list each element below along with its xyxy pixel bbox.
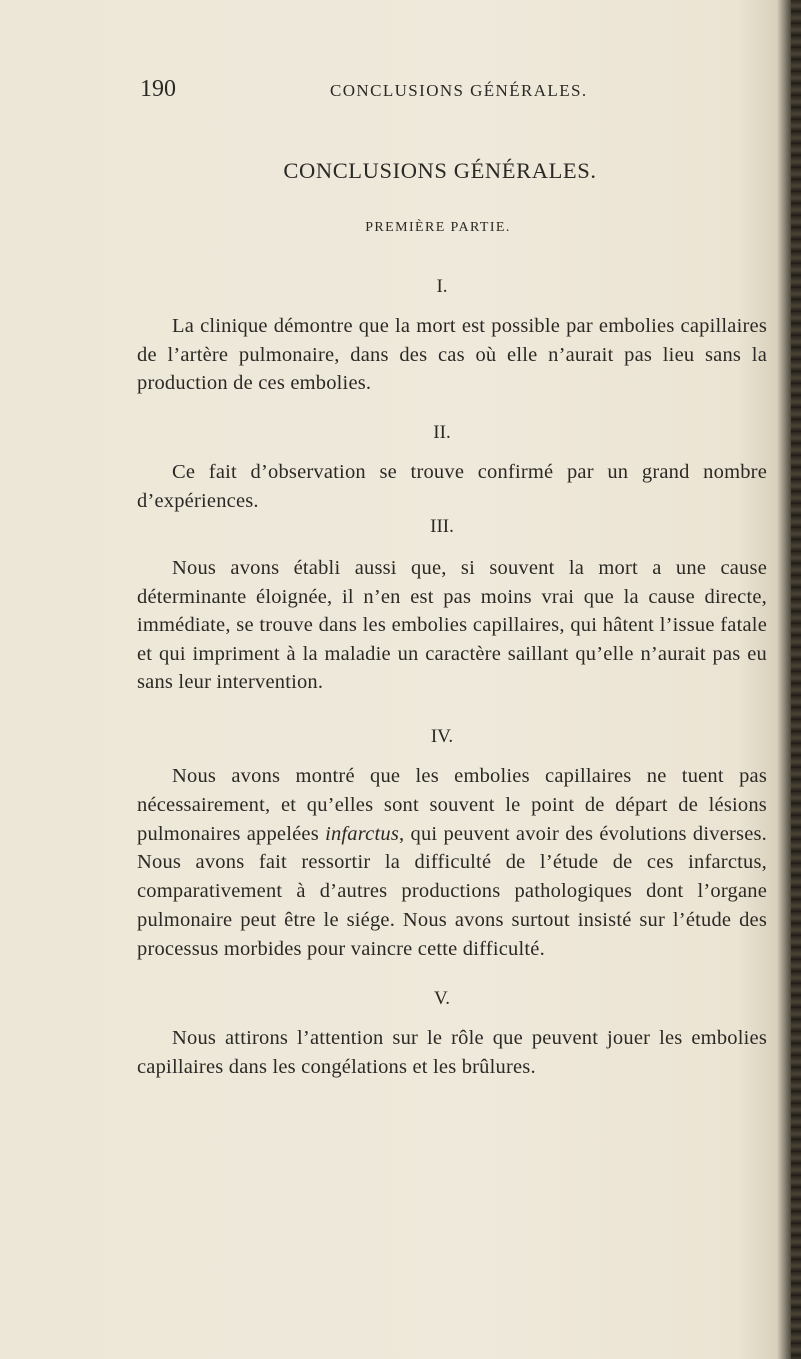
section-numeral-5: V.	[433, 988, 451, 1009]
section-numeral-4: IV.	[430, 726, 454, 747]
page-number: 190	[140, 76, 176, 102]
page-edge	[791, 0, 801, 1359]
part-subtitle: PREMIÈRE PARTIE.	[365, 220, 511, 235]
section-numeral-1: I.	[436, 276, 448, 297]
section-numeral-3: III.	[430, 516, 454, 537]
section-text-3: Nous avons établi aussi que, si souvent la mort a une cause déterminante éloignée, il n’en est pas moins vrai que la cause directe, immédiate, se trouve dans les embolies capillaires, qui hâtent l’issue fatale et qui impriment à la maladie un caractère saillant qu’elle n’aurait pas eu sans leur intervention.	[137, 557, 767, 693]
section-text-4	[137, 762, 767, 964]
section-text-4-part-1: Nous avons montré que les embolies capillaires ne tuent pas nécessairement, et qu’elles sont souvent le point de départ de lésions pulmonaires appelées	[137, 765, 767, 845]
chapter-title: CONCLUSIONS GÉNÉRALES.	[283, 158, 597, 183]
section-text-2: Ce fait d’observation se trouve confirmé par un grand nombre d’expériences.	[137, 461, 767, 512]
running-title: CONCLUSIONS GÉNÉRALES.	[330, 81, 588, 100]
section-text-4-emphasis: infarctus	[325, 822, 399, 845]
section-text-5: Nous attirons l’attention sur le rôle que peuvent jouer les embolies capillaires dans les congélations et les brûlures.	[137, 1027, 767, 1078]
section-text-1: La clinique démontre que la mort est possible par embolies capillaires de l’artère pulmonaire, dans des cas où elle n’aurait pas lieu sans la production de ces embolies.	[137, 315, 767, 394]
running-head	[140, 76, 740, 106]
section-text-4-part-2: , qui peuvent avoir des évolutions diverses. Nous avons fait ressortir la difficulté de l’étude de ces infarctus, comparativement à d’autres productions pathologiques dont l’organe pulmonaire peut être le siége. Nous avons surtout insisté sur l’étude des processus morbides pour vaincre cette difficulté.	[137, 822, 767, 960]
section-numeral-2: II.	[433, 422, 451, 443]
